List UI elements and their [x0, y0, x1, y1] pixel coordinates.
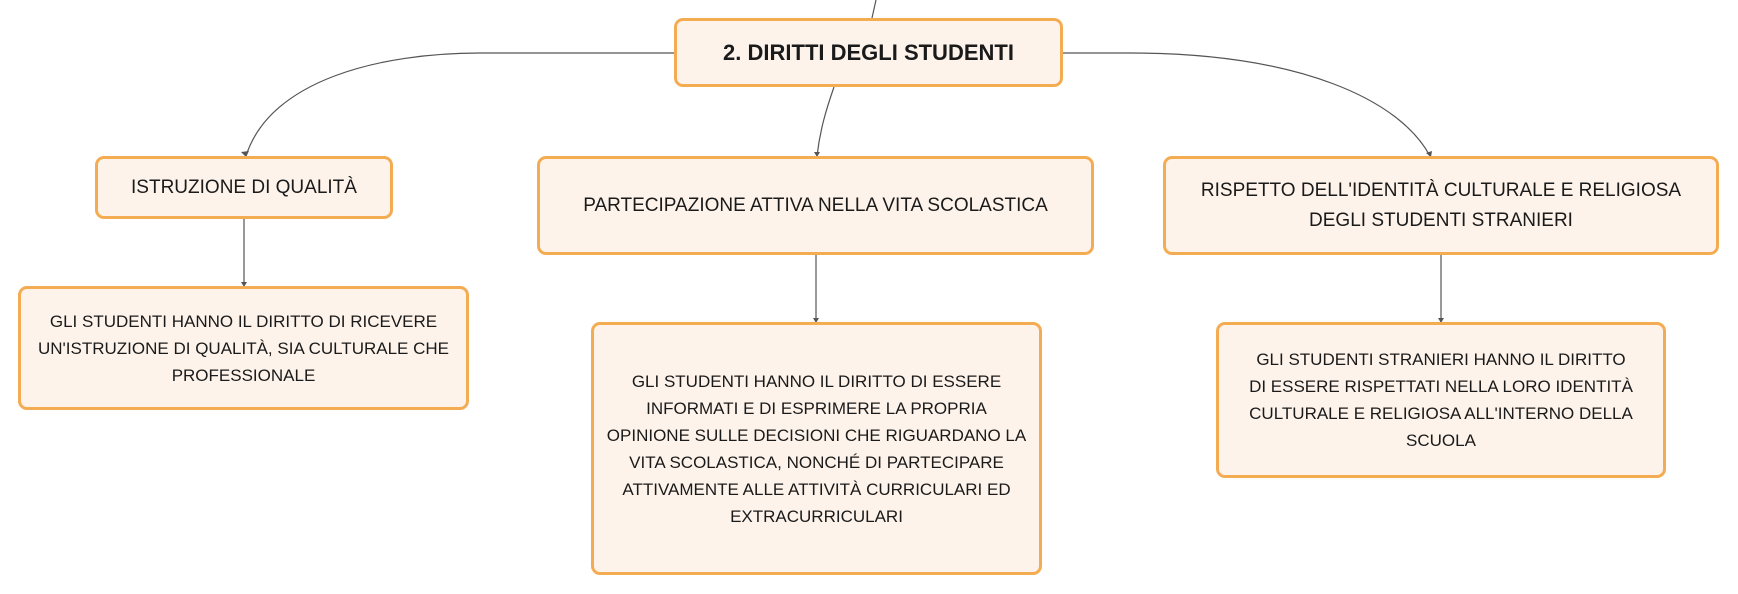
connector-root-to-partecipazione — [817, 87, 834, 156]
detail-node-rispetto[interactable] — [1216, 322, 1666, 478]
root-node[interactable] — [674, 18, 1063, 87]
branch-node-rispetto[interactable] — [1163, 156, 1719, 255]
detail-node-text: GLI STUDENTI STRANIERI HANNO IL DIRITTO DI ESSERE RISPETTATI NELLA LORO IDENTITÀ CULTURALE E RELIGIOSA ALL'INTERNO DELLA SCUOLA — [1249, 350, 1633, 450]
detail-node-text: GLI STUDENTI HANNO IL DIRITTO DI ESSERE INFORMATI E DI ESPRIMERE LA PROPRIA OPINIONE SULLE DECISIONI CHE RIGUARDANO LA VITA SCOLASTICA, NONCHÉ DI PARTECIPARE ATTIVAMENTE ALLE ATTIVITÀ CURRICULARI ED EXTRACURRICULARI — [606, 371, 1027, 526]
branch-node-partecipazione[interactable] — [537, 156, 1094, 255]
branch-node-label: RISPETTO DELL'IDENTITÀ CULTURALE E RELIGIOSA DEGLI STUDENTI STRANIERI — [1200, 179, 1682, 231]
connector-root-to-istruzione — [246, 53, 674, 156]
branch-node-label: ISTRUZIONE DI QUALITÀ — [131, 176, 357, 198]
detail-node-text: GLI STUDENTI HANNO IL DIRITTO DI RICEVERE UN'ISTRUZIONE DI QUALITÀ, SIA CULTURALE CHE PROFESSIONALE — [38, 311, 449, 385]
connector-parent-to-root — [872, 0, 876, 18]
branch-node-istruzione[interactable] — [95, 156, 393, 219]
branch-node-label: PARTECIPAZIONE ATTIVA NELLA VITA SCOLASTICA — [583, 194, 1048, 216]
detail-node-istruzione[interactable] — [18, 286, 469, 410]
root-node-label: 2. DIRITTI DEGLI STUDENTI — [723, 39, 1014, 65]
detail-node-partecipazione[interactable] — [591, 322, 1042, 575]
connector-root-to-rispetto — [1063, 53, 1430, 156]
